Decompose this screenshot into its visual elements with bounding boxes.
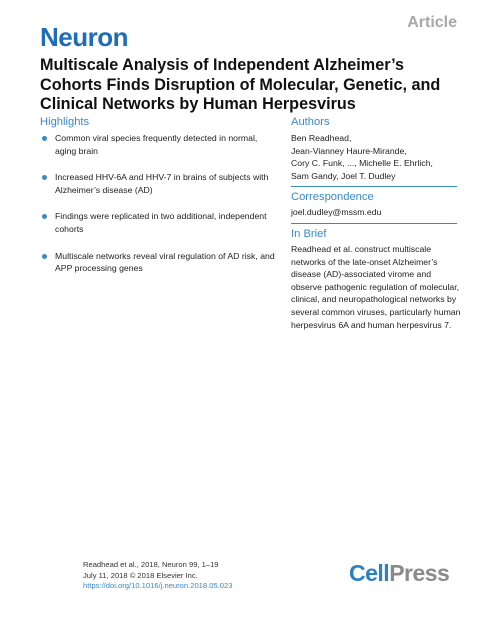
section-divider [291, 223, 457, 224]
bullet-icon [42, 175, 47, 180]
author-line: Sam Gandy, Joel T. Dudley [291, 170, 396, 181]
in-brief-heading: In Brief [291, 228, 327, 240]
logo-part-cell: Cell [349, 560, 390, 586]
section-divider [291, 186, 457, 187]
author-line: Ben Readhead, [291, 133, 352, 143]
bullet-icon [42, 214, 47, 219]
correspondence-email[interactable]: joel.dudley@mssm.edu [291, 207, 382, 217]
doi-link[interactable]: https://doi.org/10.1016/j.neuron.2018.05.023 [83, 581, 233, 590]
bullet-icon [42, 254, 47, 259]
correspondence-heading: Correspondence [291, 191, 374, 203]
in-brief-text: Readhead et al. construct multiscale networks of the late-onset Alzheimer’s disease (AD)-associated virome and observe pathogenic regulation of molecular, clinical, and neuropathological networks by several common viruses, particularly human herpesvirus 6A and human herpesvirus 7. [291, 244, 461, 330]
bullet-icon [42, 136, 47, 141]
highlight-item [40, 171, 280, 196]
authors-heading: Authors [291, 116, 330, 128]
highlight-text: Common viral species frequently detected in normal, aging brain [55, 133, 258, 156]
highlight-text: Findings were replicated in two additional, independent cohorts [55, 211, 267, 234]
highlights-heading: Highlights [40, 116, 90, 128]
highlight-item [40, 132, 280, 157]
cellpress-logo [349, 560, 449, 587]
author-line: Jean-Vianney Haure-Mirande, [291, 145, 407, 156]
citation-footer [83, 560, 232, 592]
article-type-label: Article [407, 14, 457, 31]
highlight-text: Increased HHV-6A and HHV-7 in brains of subjects with Alzheimer’s disease (AD) [55, 172, 269, 195]
citation: Readhead et al., 2018, Neuron 99, 1–19 [83, 560, 219, 569]
author-line: Cory C. Funk, ..., Michelle E. Ehrlich, [291, 158, 433, 169]
date-copyright: July 11, 2018 © 2018 Elsevier Inc. [83, 570, 198, 580]
highlight-item [40, 250, 280, 275]
journal-name: Neuron [40, 22, 128, 52]
highlight-item [40, 210, 280, 235]
paper-title: Multiscale Analysis of Independent Alzheimer’s Cohorts Finds Disruption of Molecular, Genetic, and Clinical Networks by Human Herpesvirus [40, 56, 441, 113]
logo-part-press: Press [389, 560, 450, 586]
authors-list [291, 132, 461, 182]
highlights-list [40, 132, 280, 275]
highlight-text: Multiscale networks reveal viral regulation of AD risk, and APP processing genes [55, 250, 275, 274]
